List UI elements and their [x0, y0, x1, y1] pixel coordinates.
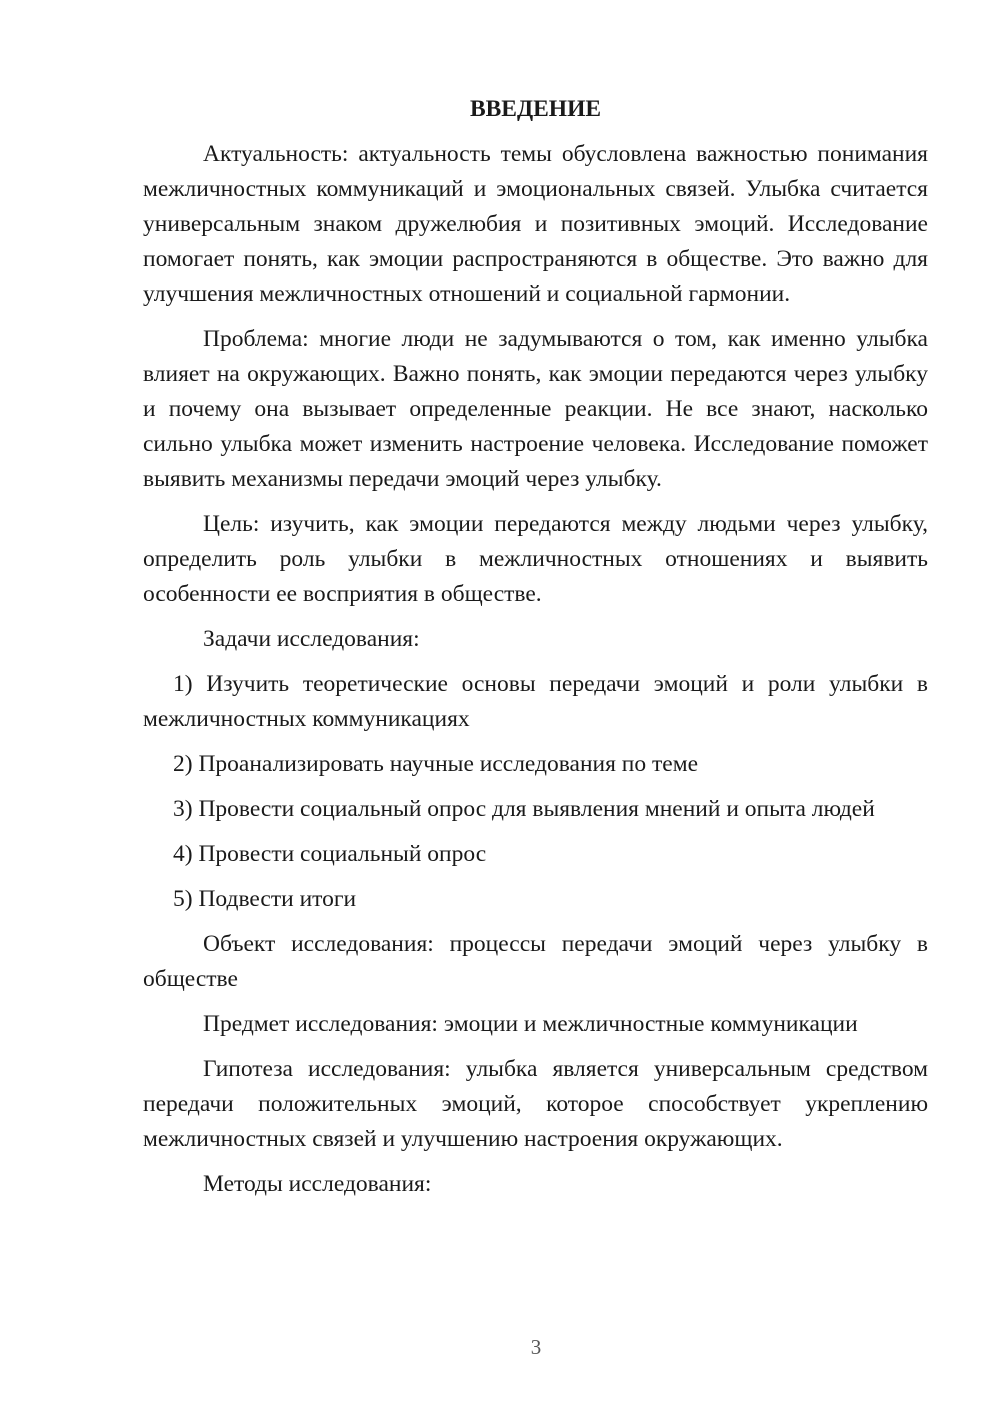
paragraph-relevance: Актуальность: актуальность темы обусловлена важностью понимания межличностных коммуникаций и эмоциональных связей. Улыбка считается универсальным знаком дружелюбия и позитивных эмоций. Исследование помогает понять, как эмоции распространяются в обществе. Это важно для улучшения межличностных отношений и социальной гармонии.: [143, 141, 928, 307]
task-item: 1) Изучить теоретические основы передачи эмоций и роли улыбки в межличностных коммуникациях: [143, 671, 928, 732]
paragraph-object: Объект исследования: процессы передачи эмоций через улыбку в обществе: [143, 931, 928, 992]
task-item: 3) Провести социальный опрос для выявления мнений и опыта людей: [173, 796, 875, 822]
tasks-title: Задачи исследования:: [203, 626, 420, 652]
task-item: 5) Подвести итоги: [173, 886, 357, 912]
paragraph-goal: Цель: изучить, как эмоции передаются между людьми через улыбку, определить роль улыбки в межличностных отношениях и выявить особенности ее восприятия в обществе.: [143, 511, 928, 607]
paragraph-problem: Проблема: многие люди не задумываются о том, как именно улыбка влияет на окружающих. Важно понять, как эмоции передаются через улыбку и почему она вызывает определенные реакции. Не все знают, насколько сильно улыбка может изменить настроение человека. Исследование поможет выявить механизмы передачи эмоций через улыбку.: [143, 326, 928, 492]
paragraph-hypothesis: Гипотеза исследования: улыбка является универсальным средством передачи положительных эмоций, которое способствует укреплению межличностных связей и улучшению настроения окружающих.: [143, 1056, 928, 1152]
page-number: 3: [530, 1335, 542, 1359]
methods-title: Методы исследования:: [203, 1171, 432, 1197]
task-item: 4) Провести социальный опрос: [173, 841, 487, 867]
section-heading: ВВЕДЕНИЕ: [469, 96, 602, 122]
page-content: [143, 92, 928, 1212]
paragraph-subject: Предмет исследования: эмоции и межличностные коммуникации: [203, 1011, 858, 1037]
task-item: 2) Проанализировать научные исследования по теме: [173, 751, 698, 777]
